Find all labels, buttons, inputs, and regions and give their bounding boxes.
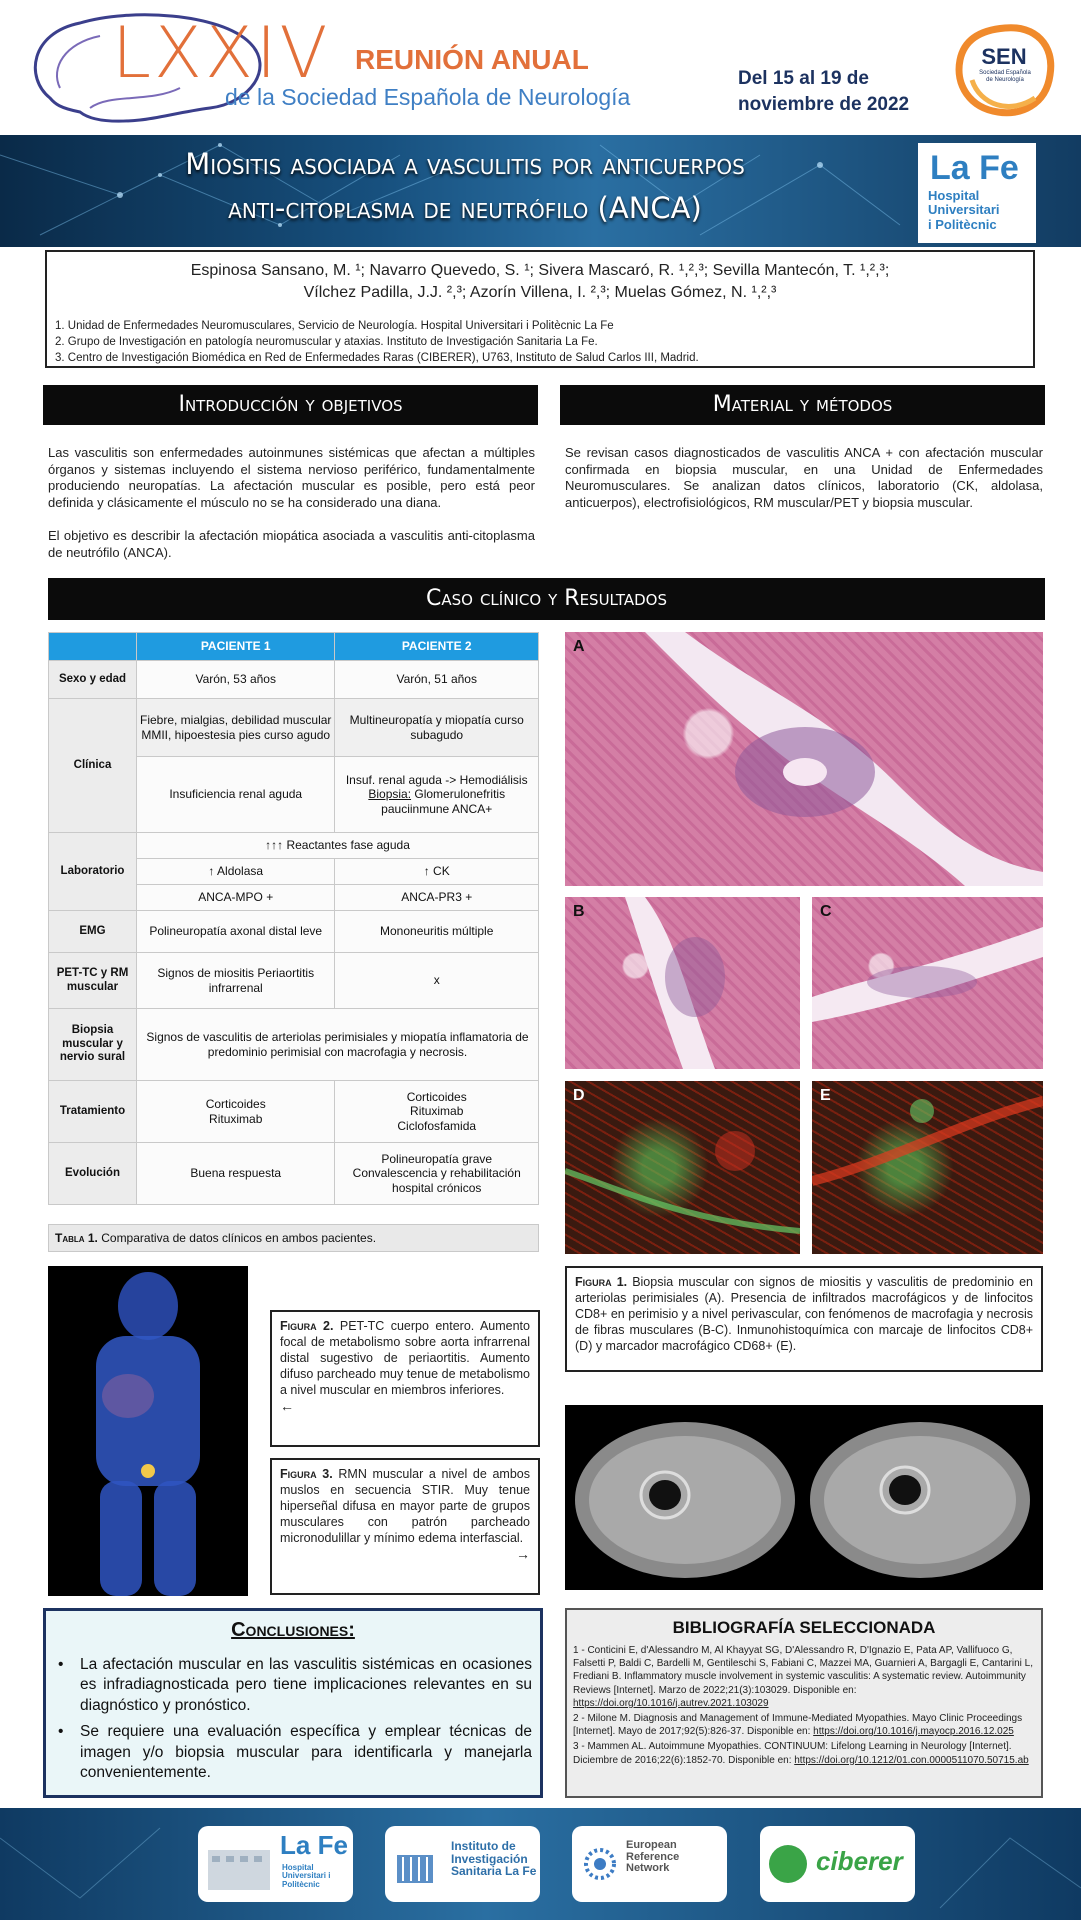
arrow-left-icon: ← bbox=[280, 1398, 294, 1414]
cell-sexo-p2 bbox=[335, 661, 539, 699]
affiliation-item: 2. Grupo de Investigación en patología neuromuscular y ataxias. Instituto de Investigación Sanitaria La Fe. bbox=[55, 336, 598, 349]
mri-thigh-cross-sections bbox=[565, 1405, 1043, 1590]
methods-heading: Material y métodos bbox=[560, 385, 1045, 425]
cell-pet-p2: x bbox=[335, 953, 539, 1009]
congress-dates bbox=[738, 66, 938, 117]
cell-pet-p1: Signos de miositis Periaortitis infrarrenal bbox=[137, 953, 335, 1009]
row-label-tratamiento: Tratamiento bbox=[49, 1081, 137, 1143]
cell-evol-p1: Buena respuesta bbox=[137, 1143, 335, 1205]
reference-text: 3 - Mammen AL. Autoimmune Myopathies. CONTINUUM: Lifelong Learning in Neurology [Internet]. Diciembre de 2016;22(6):1852-70. Disponible en: bbox=[573, 1741, 1012, 1766]
figure2-text: PET-TC cuerpo entero. Aumento focal de metabolismo sobre aorta infrarrenal distal sugestivo de periaortitis. Aumento difuso parcheado muy tenue de metabolismo a nivel muscular en miembros inferiores. bbox=[280, 1319, 530, 1397]
conclusions-box bbox=[43, 1608, 543, 1798]
cell-sexo-p1-sex: Varón, bbox=[195, 672, 234, 687]
reference-link[interactable]: https://doi.org/10.1212/01.con.0000511070.50715.ab bbox=[794, 1754, 1029, 1766]
biopsy-image-b bbox=[565, 897, 800, 1069]
ern-dots-icon bbox=[578, 1842, 622, 1886]
footer-network-decoration bbox=[0, 1808, 1081, 1920]
bibliography-list bbox=[573, 1644, 1037, 1769]
reference-item bbox=[573, 1644, 1037, 1710]
society-name: de la Sociedad Española de Neurología bbox=[225, 84, 631, 110]
row-label-emg: EMG bbox=[49, 911, 137, 953]
histology-texture bbox=[812, 897, 1043, 1069]
pet-ct-image bbox=[48, 1266, 248, 1596]
reference-text: 2 - Milone M. Diagnosis and Management of Immune-Mediated Myopathies. Mayo Clinic Proceedings [Internet]. Mayo de 2017;92(5):826-37. Disponible en: bbox=[573, 1712, 1023, 1738]
figure1-label: Figura 1. bbox=[575, 1275, 628, 1289]
affiliation-item: 1. Unidad de Enfermedades Neuromusculares, Servicio de Neurología. Hospital Universitari i Politècnic La Fe bbox=[55, 320, 614, 332]
results-heading: Caso clínico y Resultados bbox=[48, 578, 1045, 620]
reference-link[interactable]: https://doi.org/10.1016/j.mayocp.2016.12.025 bbox=[813, 1726, 1014, 1738]
footer-iis-line1: Instituto de bbox=[451, 1839, 516, 1853]
figure1-caption bbox=[565, 1266, 1043, 1372]
footer-iis-text bbox=[451, 1840, 536, 1878]
cell-biopsia-underlined: Biopsia: bbox=[368, 787, 412, 802]
row-label-evolucion: Evolución bbox=[49, 1143, 137, 1205]
panel-label-e: E bbox=[820, 1087, 831, 1104]
cell-clinica-p1-a: Fiebre, mialgias, debilidad muscular MMII, hipoestesia pies curso agudo bbox=[137, 699, 335, 757]
authors-line1: Espinosa Sansano, M. ¹; Navarro Quevedo, S. ¹; Sivera Mascaró, R. ¹,²,³; Sevilla Mantecón, T. ¹,²,³; bbox=[190, 262, 890, 279]
reference-item bbox=[573, 1712, 1037, 1738]
panel-label-a: A bbox=[573, 638, 585, 655]
congress-title: REUNIÓN ANUAL bbox=[355, 44, 589, 75]
author-list bbox=[47, 260, 1033, 303]
panel-label-b: B bbox=[573, 903, 585, 920]
footer-logo-la-fe bbox=[198, 1826, 353, 1902]
cell-trat-p2-line3: Ciclofosfamida bbox=[397, 1118, 477, 1133]
cell-sexo-p2-sex: Varón, bbox=[396, 672, 435, 687]
table-row bbox=[49, 661, 539, 699]
affiliations bbox=[55, 318, 699, 366]
cell-evol-p2: Polineuropatía grave Convalescencia y rehabilitación hospital crónicos bbox=[335, 1143, 539, 1205]
table-caption-text: Comparativa de datos clínicos en ambos pacientes. bbox=[97, 1231, 377, 1245]
figure2-caption bbox=[270, 1310, 540, 1447]
intro-paragraph-1: Las vasculitis son enfermedades autoinmunes sistémicas que afectan a múltiples órganos y sistemas incluyendo el sistema nervioso periférico, fundamentalmente produciendo neuropatías. La afectación muscular es posible, pero está peor definida y clásicamente el músculo no se ha considerado una diana. bbox=[48, 445, 535, 510]
cell-clinica-p1-b: Insuficiencia renal aguda bbox=[137, 757, 335, 833]
cell-sexo-p1 bbox=[137, 661, 335, 699]
figure3-label: Figura 3. bbox=[280, 1467, 333, 1481]
footer-logo-ern bbox=[572, 1826, 727, 1902]
cell-lab-p2-a: ↑ CK bbox=[335, 859, 539, 885]
footer-la-fe-subtitle: Hospital Universitari i Politècnic bbox=[282, 1863, 331, 1889]
table-row bbox=[49, 833, 539, 859]
la-fe-logo-text: La Fe bbox=[930, 149, 1019, 187]
immuno-image-e bbox=[812, 1081, 1043, 1254]
poster-title-line2: anti-citoplasma de neutrófilo (ANCA) bbox=[228, 191, 702, 225]
footer-ciberer-text: ciberer bbox=[816, 1846, 903, 1876]
row-label-pet: PET-TC y RM muscular bbox=[49, 953, 137, 1009]
sen-logo-subtitle: Sociedad Española de Neurología bbox=[979, 70, 1031, 83]
affiliation-item: 3. Centro de Investigación Biomédica en Red de Enfermedades Raras (CIBERER), U763, Instituto de Salud Carlos III, Madrid. bbox=[55, 352, 699, 365]
dates-line2: noviembre de 2022 bbox=[738, 93, 910, 115]
footer-iis-line3: Sanitaria La Fe bbox=[451, 1864, 537, 1879]
cell-emg-p2: Mononeuritis múltiple bbox=[335, 911, 539, 953]
cell-clinica-p2-b-line2 bbox=[338, 787, 535, 816]
authors-box bbox=[45, 250, 1035, 368]
iis-building-icon bbox=[391, 1839, 441, 1889]
reference-text: 1 - Conticini E, d'Alessandro M, Al Khayyat SG, D'Alessandro R, D'Ignazio E, Pata AP, Vallifuoco G, Falsetti P, Baldi C, Bardelli M, Gentileschi S, Fabiani C, Mazzei MA, Guarnieri A, Bargagli E, Cantarini L, Frediani B. Inflammatory muscle involvement in systemic vasculitis: A systematic review. Autoimmunity Reviews [Internet]. Marzo de 2022;21(3):103029. Disponible en: bbox=[573, 1645, 1034, 1696]
footer-logo-iis-la-fe bbox=[385, 1826, 540, 1902]
table-row bbox=[49, 953, 539, 1009]
pet-ct-body-silhouette bbox=[48, 1266, 248, 1596]
methods-paragraph: Se revisan casos diagnosticados de vasculitis ANCA + con afectación muscular confirmada en biopsia muscular, en una Unidad de Enfermedades Neuromusculares. Se analizan datos clínicos, laboratorio (CK, aldolasa, anticuerpos), electrofisiológicos, RM muscular/PET y biopsia muscular. bbox=[565, 445, 1043, 510]
clinical-comparison-table bbox=[48, 632, 539, 1205]
hospital-building-icon bbox=[204, 1836, 276, 1896]
poster-footer bbox=[0, 1808, 1081, 1920]
congress-number: LXXIV bbox=[112, 12, 331, 94]
poster-title-line1: Miositis asociada a vasculitis por anticuerpos bbox=[185, 147, 745, 181]
immuno-image-d bbox=[565, 1081, 800, 1254]
row-label-sexo: Sexo y edad bbox=[49, 661, 137, 699]
table-row bbox=[49, 699, 539, 757]
table-header-row bbox=[49, 633, 539, 661]
footer-ern-line2: Reference bbox=[626, 1850, 680, 1863]
table-row bbox=[49, 911, 539, 953]
figure1-text: Biopsia muscular con signos de miositis y vasculitis de predominio en arteriolas perimisiales (A). Presencia de infiltrados macrofágicos y de linfocitos CD8+ en perimisio y a nivel perivascular, con fenómenos de macrofagia y necrosis de fibras musculares (B-C). Inmunohistoquímica con marcaje de linfocitos CD8+ (D) y marcador macrofágico CD68+ (E). bbox=[575, 1275, 1033, 1353]
histology-texture bbox=[565, 897, 800, 1069]
cell-lab-p1-a: ↑ Aldolasa bbox=[137, 859, 335, 885]
table-row bbox=[49, 1143, 539, 1205]
la-fe-logo-line1: Hospital bbox=[928, 188, 980, 203]
conclusion-item: • La afectación muscular en las vasculitis sistémicas en ocasiones es infradiagnosticada pero tiene implicaciones relevantes en su diagnóstico y pronóstico. bbox=[56, 1655, 532, 1716]
cell-trat-p2-line2: Rituximab bbox=[410, 1104, 464, 1119]
table-header-patient1: PACIENTE 1 bbox=[137, 633, 335, 661]
figure3-text: RMN muscular a nivel de ambos muslos en secuencia STIR. Muy tenue hiperseñal difusa en mayor parte de grupos musculares con patrón parcheado micronodulillar y mínimo edema interfascial. bbox=[280, 1467, 530, 1545]
intro-paragraph-2: El objetivo es describir la afectación miopática asociada a vasculitis anti-citoplasma de neutrófilo (ANCA). bbox=[48, 528, 535, 560]
biopsy-image-c bbox=[812, 897, 1043, 1069]
mri-thighs-image bbox=[565, 1405, 1043, 1590]
arrow-right-icon: → bbox=[516, 1546, 530, 1562]
cell-biopsia-shared: Signos de vasculitis de arteriolas perimisiales y miopatía inflamatoria de predominio perimisial con macrofagia y necrosis. bbox=[137, 1009, 539, 1081]
conclusions-heading: Conclusiones: bbox=[231, 1619, 355, 1641]
table-header-patient2: PACIENTE 2 bbox=[335, 633, 539, 661]
table-caption bbox=[48, 1224, 539, 1252]
table-caption-label: Tabla 1. bbox=[55, 1231, 98, 1245]
footer-ern-text bbox=[626, 1840, 679, 1875]
immuno-texture bbox=[812, 1081, 1043, 1254]
footer-ern-line3: Network bbox=[626, 1862, 670, 1875]
cell-lab-p2-b: ANCA-PR3 + bbox=[335, 885, 539, 911]
la-fe-logo-subtitle bbox=[928, 189, 1000, 232]
hospital-la-fe-logo bbox=[918, 143, 1036, 243]
row-label-laboratorio: Laboratorio bbox=[49, 833, 137, 911]
figure3-caption bbox=[270, 1458, 540, 1595]
table-row bbox=[49, 1009, 539, 1081]
conclusion-item: • Se requiere una evaluación específica y emplear técnicas de imagen y/o biopsia muscular para identificarla y manejarla convenientemente. bbox=[56, 1722, 532, 1783]
authors-line2: Vílchez Padilla, J.J. ²,³; Azorín Villena, I. ²,³; Muelas Gómez, N. ¹,²,³ bbox=[303, 283, 777, 301]
reference-link[interactable]: https://doi.org/10.1016/j.autrev.2021.103029 bbox=[573, 1697, 769, 1709]
biopsy-image-a bbox=[565, 632, 1043, 886]
cell-clinica-p2-b bbox=[335, 757, 539, 833]
ciberer-leaf-icon bbox=[766, 1842, 810, 1886]
cell-clinica-p2-b-text: Glomerulonefritis pauciinmune ANCA+ bbox=[381, 787, 506, 816]
immuno-texture bbox=[565, 1081, 800, 1254]
la-fe-logo-line2: Universitari bbox=[928, 202, 1000, 218]
cell-emg-p1: Polineuropatía axonal distal leve bbox=[137, 911, 335, 953]
cell-clinica-p2-a: Multineuropatía y miopatía curso subagudo bbox=[335, 699, 539, 757]
bibliography-box bbox=[565, 1608, 1043, 1798]
panel-label-d: D bbox=[573, 1087, 585, 1104]
panel-label-c: C bbox=[820, 903, 832, 920]
cell-trat-p2-line1: Corticoides bbox=[406, 1089, 467, 1104]
cell-sexo-p2-age: 51 años bbox=[434, 672, 477, 687]
reference-item bbox=[573, 1740, 1037, 1766]
figure2-label: Figura 2. bbox=[280, 1319, 334, 1333]
la-fe-logo-line3: i Politècnic bbox=[928, 216, 997, 232]
cell-sexo-p1-age: 53 años bbox=[233, 672, 276, 687]
cell-trat-p1-line2: Rituximab bbox=[209, 1111, 263, 1126]
conclusions-list bbox=[56, 1655, 532, 1790]
row-label-biopsia: Biopsia muscular y nervio sural bbox=[49, 1009, 137, 1081]
footer-logo-ciberer bbox=[760, 1826, 915, 1902]
title-banner bbox=[0, 135, 1081, 247]
cell-clinica-p2-b-line1: Insuf. renal aguda -> Hemodiálisis bbox=[345, 772, 528, 787]
table-row bbox=[49, 1081, 539, 1143]
row-label-clinica: Clínica bbox=[49, 699, 137, 833]
dates-line1: Del 15 al 19 de bbox=[738, 68, 869, 89]
intro-heading: Introducción y objetivos bbox=[43, 385, 538, 425]
cell-lab-p1-b: ANCA-MPO + bbox=[137, 885, 335, 911]
histology-texture bbox=[565, 632, 1043, 886]
poster-header bbox=[0, 0, 1081, 135]
cell-trat-p2 bbox=[335, 1081, 539, 1143]
cell-lab-shared: ↑↑↑ Reactantes fase aguda bbox=[137, 833, 539, 859]
cell-trat-p1 bbox=[137, 1081, 335, 1143]
bibliography-heading: BIBLIOGRAFÍA SELECCIONADA bbox=[672, 1618, 936, 1637]
cell-trat-p1-line1: Corticoides bbox=[205, 1097, 266, 1112]
sen-logo-text: SEN bbox=[981, 44, 1027, 69]
table-header-blank bbox=[49, 633, 137, 661]
footer-la-fe-text: La Fe bbox=[280, 1830, 348, 1860]
footer-ern-line1: European bbox=[626, 1839, 677, 1851]
footer-iis-line2: Investigación bbox=[451, 1851, 528, 1866]
